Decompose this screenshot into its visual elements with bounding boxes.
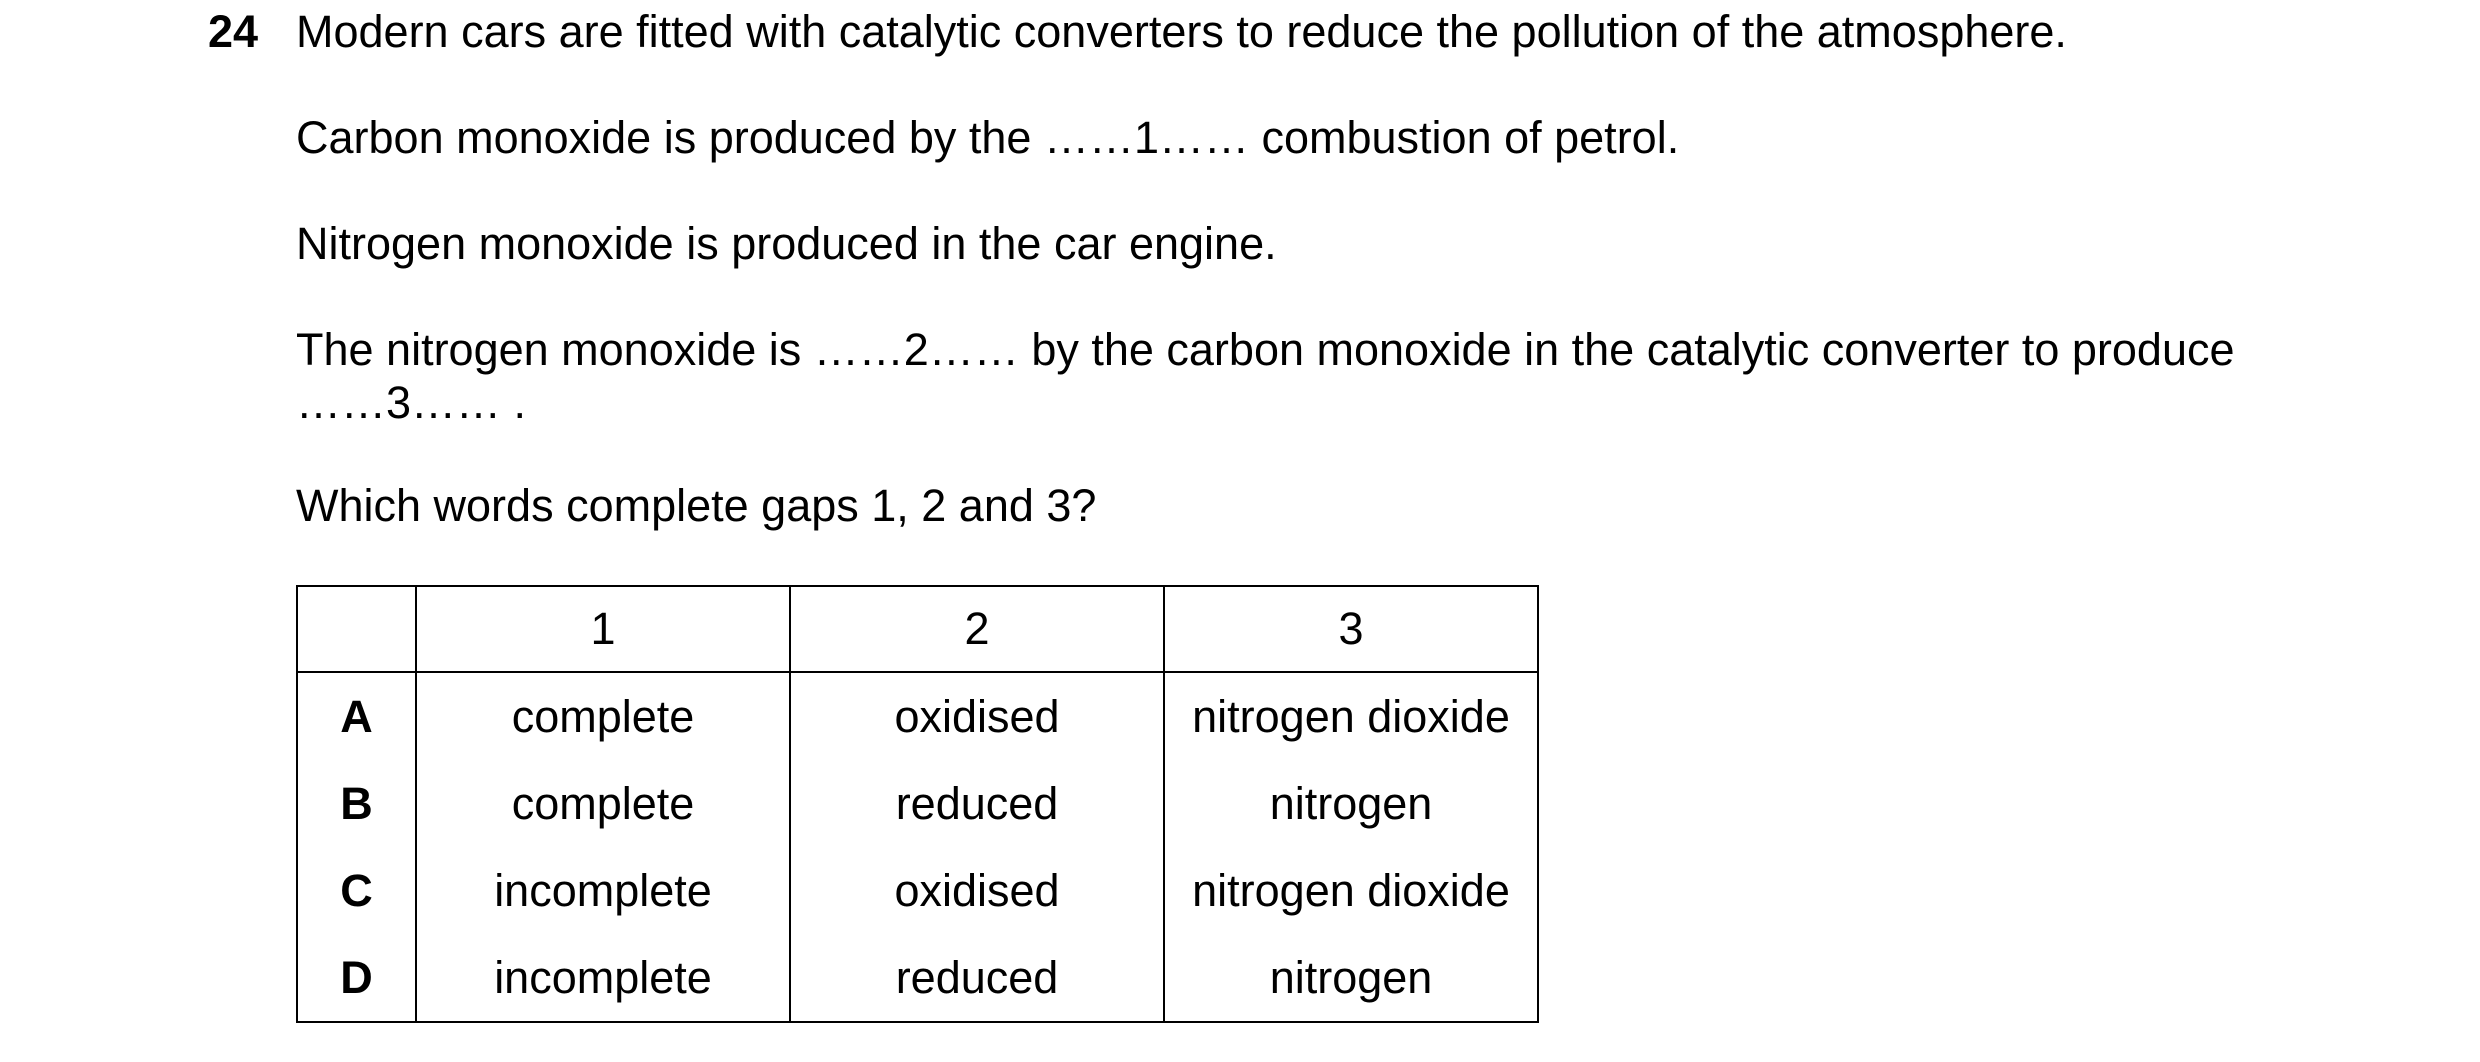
table-row-option-d[interactable] [297,934,1538,1022]
table-row-option-c[interactable] [297,847,1538,934]
gap-1-cell: complete [416,760,790,847]
option-letter: B [297,760,416,847]
table-row-option-b[interactable] [297,760,1538,847]
header-cell-empty [297,586,416,672]
gap-1-cell: incomplete [416,934,790,1022]
gap-1-sentence: Carbon monoxide is produced by the ……1…… combustion of petrol. [296,112,1680,163]
gap-2-cell: reduced [790,934,1164,1022]
header-cell-gap-2: 2 [790,586,1164,672]
question-intro: Modern cars are fitted with catalytic converters to reduce the pollution of the atmosphere. [296,6,2067,57]
gap-1-cell: complete [416,672,790,760]
gap-2-cell: oxidised [790,672,1164,760]
gap-2-3-sentence-line-1: The nitrogen monoxide is ……2…… by the carbon monoxide in the catalytic converter to produce [296,324,2235,375]
header-cell-gap-3: 3 [1164,586,1538,672]
gap-3-cell: nitrogen [1164,760,1538,847]
gap-2-3-sentence-line-2: ……3…… . [296,377,527,428]
nitrogen-monoxide-sentence: Nitrogen monoxide is produced in the car engine. [296,218,1277,269]
table-row-option-a[interactable] [297,672,1538,760]
gap-3-cell: nitrogen [1164,934,1538,1022]
gap-3-cell: nitrogen dioxide [1164,672,1538,760]
question-prompt: Which words complete gaps 1, 2 and 3? [296,480,1097,531]
header-cell-gap-1: 1 [416,586,790,672]
answer-options-table [296,585,1539,1023]
option-letter: C [297,847,416,934]
gap-2-cell: oxidised [790,847,1164,934]
gap-3-cell: nitrogen dioxide [1164,847,1538,934]
question-number: 24 [208,6,259,57]
gap-1-cell: incomplete [416,847,790,934]
table-header-row [297,586,1538,672]
option-letter: A [297,672,416,760]
option-letter: D [297,934,416,1022]
gap-2-cell: reduced [790,760,1164,847]
